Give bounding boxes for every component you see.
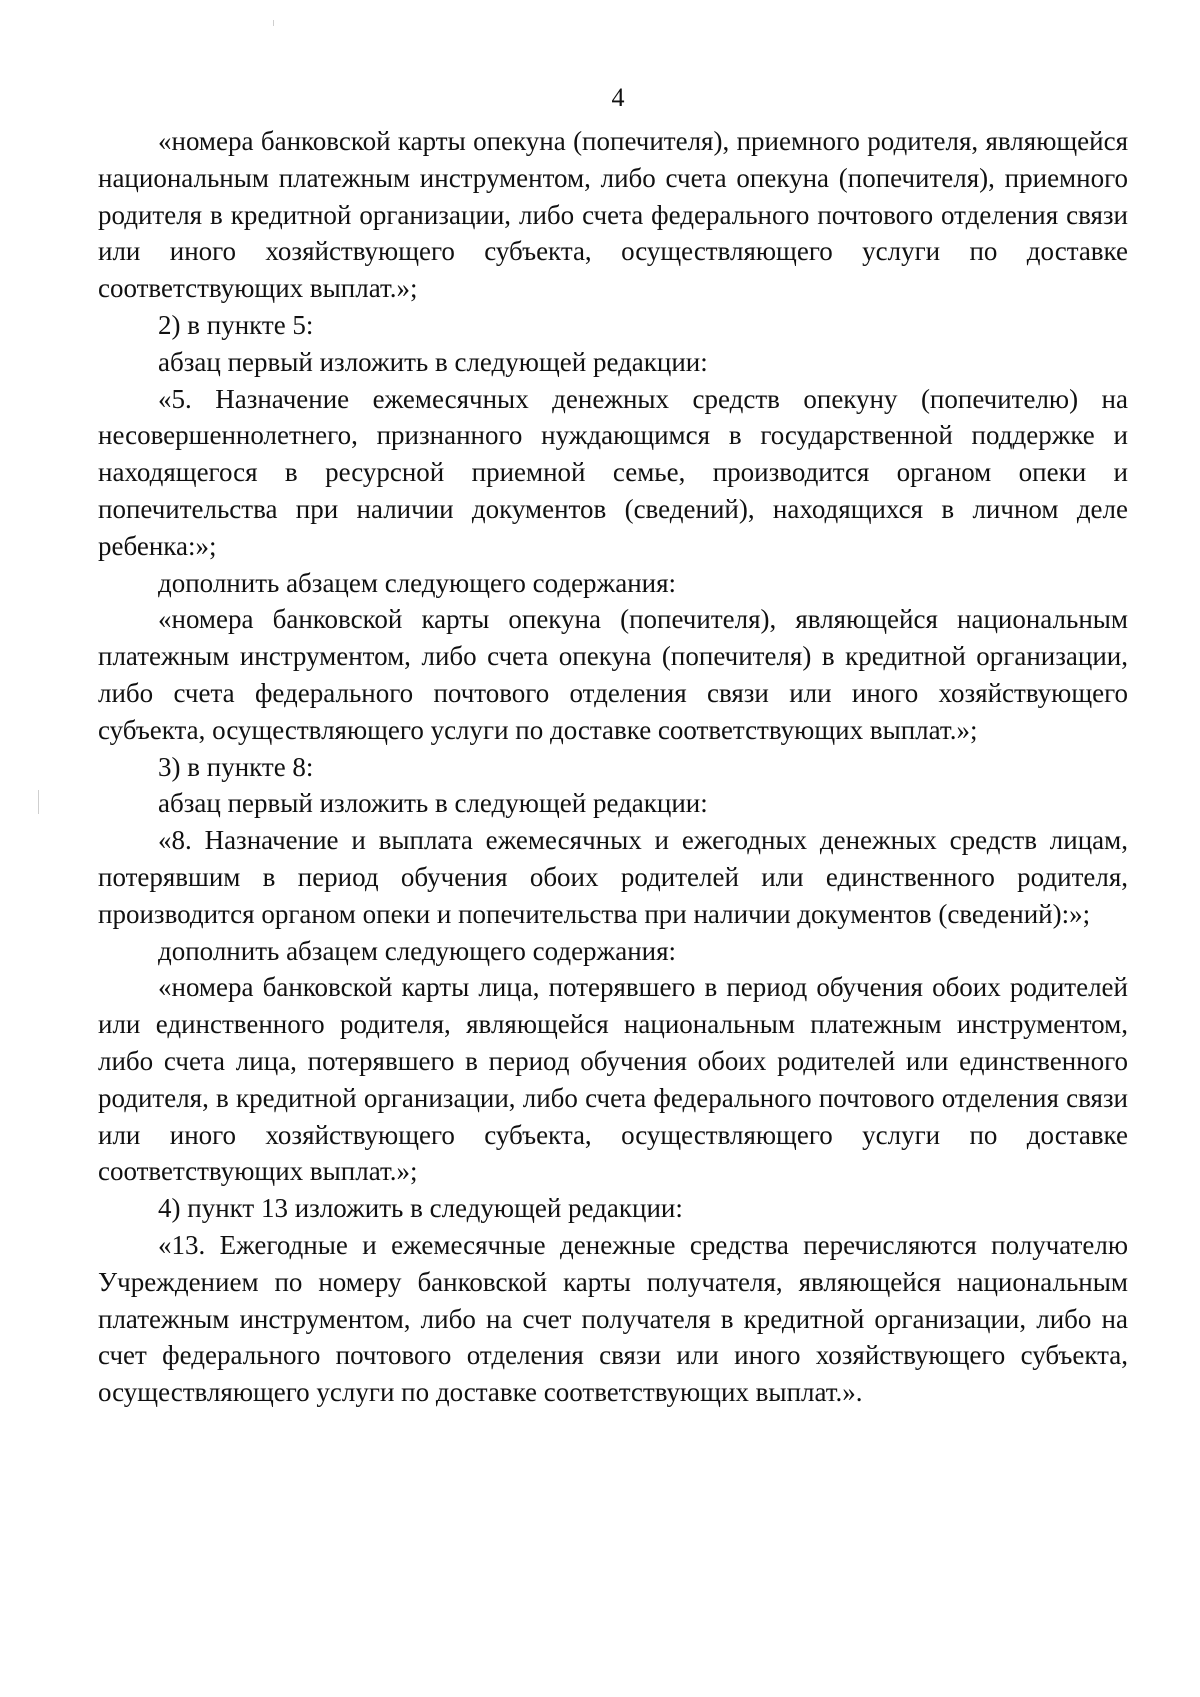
paragraph-add-abzac-instruction: дополнить абзацем следующего содержания: bbox=[158, 935, 677, 966]
paragraph-quoted-card-number-guardian-parent: «номера банковской карты опекуна (попечителя), приемного родителя, являющейся национальным платежным инструментом, либо счета опекуна (попечителя), приемного родителя в кредитной организации, либо счета федерального почтового отделения связи или иного хозяйствующего субъекта, осуществляющего услуги по доставке соответствующих выплат.»; bbox=[98, 126, 1128, 304]
page-number: 4 bbox=[611, 83, 625, 112]
document-body bbox=[98, 123, 1128, 1411]
paragraph-quoted-card-number-student: «номера банковской карты лица, потерявшего в период обучения обоих родителей или единственного родителя, являющейся национальным платежным инструментом, либо счета лица, потерявшего в период обучения обоих родителей или единственного родителя, в кредитной организации, либо счета федерального почтового отделения связи или иного хозяйствующего субъекта, осуществляющего услуги по доставке соответствующих выплат.»; bbox=[98, 972, 1128, 1187]
paragraph-item-3-point-8: 3) в пункте 8: bbox=[158, 751, 314, 782]
paragraph-first-abzac-instruction: абзац первый изложить в следующей редакции: bbox=[158, 346, 708, 377]
paragraph-first-abzac-instruction: абзац первый изложить в следующей редакции: bbox=[158, 788, 708, 819]
paragraph-add-abzac-instruction: дополнить абзацем следующего содержания: bbox=[158, 567, 677, 598]
paragraph-quoted-point-5: «5. Назначение ежемесячных денежных средств опекуну (попечителю) на несовершеннолетнего, признанного нуждающимся в государственной поддержке и находящегося в ресурсной приемной семье, производится органом опеки и попечительства при наличии документов (сведений), находящихся в личном деле ребенка:»; bbox=[98, 383, 1128, 561]
paragraph-item-2-point-5: 2) в пункте 5: bbox=[158, 309, 314, 340]
paragraph-quoted-card-number-guardian: «номера банковской карты опекуна (попечителя), являющейся национальным платежным инструментом, либо счета опекуна (попечителя) в кредитной организации, либо счета федерального почтового отделения связи или иного хозяйствующего субъекта, осуществляющего услуги по доставке соответствующих выплат.»; bbox=[98, 604, 1128, 745]
paragraph-quoted-point-8: «8. Назначение и выплата ежемесячных и ежегодных денежных средств лицам, потерявшим в период обучения обоих родителей или единственного родителя, производится органом опеки и попечительства при наличии документов (сведений):»; bbox=[98, 825, 1128, 929]
paragraph-quoted-point-13: «13. Ежегодные и ежемесячные денежные средства перечисляются получателю Учреждением по номеру банковской карты получателя, являющейся национальным платежным инструментом, либо на счет получателя в кредитной организации, либо на счет федерального почтового отделения связи или иного хозяйствующего субъекта, осуществляющего услуги по доставке соответствующих выплат.». bbox=[98, 1229, 1128, 1408]
scan-artifact bbox=[38, 790, 39, 814]
scan-artifact bbox=[273, 20, 274, 26]
paragraph-item-4-point-13: 4) пункт 13 изложить в следующей редакции: bbox=[158, 1193, 683, 1224]
